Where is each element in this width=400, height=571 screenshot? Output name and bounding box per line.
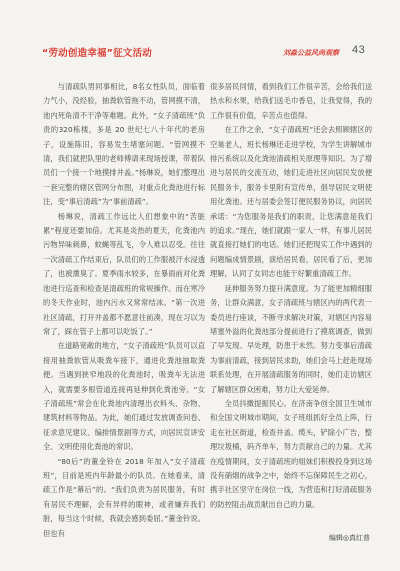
campaign-title: “劳动创造幸福”征文活动	[42, 48, 152, 59]
article-left-column	[43, 80, 205, 538]
paragraph: 全员抖擞提振民心。在济南争创全国卫生城市和全国文明城市期间，女子班组抓好全员上阵，行走在社区街道，检查井盖、缆头，铲除小广告，整理垃圾桶，码齐单车，努力贡献自己的力量。尤其在疫情期间，女子清疏班的姐妹们积极投身到这场没有硝烟的战争之中，始终不忘保障民生之初心，携手社区坚守在岗位一线，为营造和打好清疏服务的防控阻击战贡献出自己的力量。	[210, 398, 372, 509]
paragraph: 杨琳说，清疏工作远比人们想象中的“苦脏累”程度还要加倍。尤其是炎热的夏天，化粪池内污物异味刺鼻，蚊蝇等乱飞，令人难以忍受。往往一次清疏工作结束后，队员们的工作服被汗水浸透了，也被熏臭了。夏季雨水较多，在暴雨前对化粪池进行巡查和检查是清疏班的常规操作。而在寒冷的冬天作业时，池内污水又常常结冰。“第一次进社区清疏，打开井盖都不愿意往前凑，现在习以为常了，踩在管子上都可以吃饭了。”	[43, 211, 205, 336]
paragraph: 在道路宽敞的地方，“女子清疏班”队员可以直接用抽粪软管从吸粪车接下，通进化粪池抽取粪便。当遇到狭窄地段的化粪池时，吸粪车无法进入，就需要多根管道连接再延伸到化粪池旁。“女子清疏班”常会在化粪池内清理出衣料头、杂物、建筑材料等物品。为此，她们通过发放调查问卷、征求意见建议、编排情景剧等方式，向居民宣讲安全、文明使用化粪池的常识。	[43, 341, 205, 452]
paragraph: 与清疏队男同事相比，8名女性队员，面临着力气小，没经验，抽粪软管拖不动，管网摸不清，池内死角清不干净等难题。此外，“女子清疏班”负责的320栋楼，多是 20 世纪七八十年代的老房子，设施陈旧，容易发生堵塞问题。“管网摸不清，我们就把队里的老师傅请来现场授课，带着队员们一个接一个地摸排井盖。”杨琳说，她们整理出一套完整的辖区管网分布图，对重点化粪池进行标注，变“事后清疏”为“事前清疏”。	[43, 82, 205, 207]
page-number: 43	[352, 44, 366, 56]
paragraph-continued: 很多居民同情，看到我们工作很辛苦，会给我们送热水和水果，给我们送毛巾香皂，让我觉得，我的工作很有价值，辛苦点也值得。	[210, 82, 372, 120]
column-name: 刘淼公益风尚观察	[283, 49, 339, 57]
paragraph: 在工作之余，“女子清疏班”还会去照顾辖区的空巢老人，班长杨琳还走进学校，为学生讲解城市排污系统以及化粪池清疏相关原理等知识。为了增进与居民的交流互动，她们走进社区向居民发放便民服务卡，服务卡里附有宣传单，倡导居民文明使用化粪池。还与居委会签订便民服务协议，向居民承诺：“为您服务是我们的职责，让您满意是我们的追求。”现在，她们就跟一家人一样，有事儿居民就直接打她们的电话。她们还把现实工作中遇到的问题编成情景剧，演给居民看，居民看了后，更加理解，认同了女同志也能干好繁重清疏工作。	[210, 125, 372, 279]
paragraph: 延伸服务努力提升满意度。为了能更加精细服务，让群众满意，女子清疏班与辖区内的两代表一委员进行座谈，不断寻求解决对策，对辖区内容易堵塞外溢的化粪池部分提前进行了摸底调查，做到了早发现、早处理，防患于未然。努力变事后清疏为事前清疏，接到居民求助，她们会马上赶赴现场联系处理，在开展清疏服务的同时，她们走访辖区了解辖区群众困难，努力让大爱延伸。	[210, 283, 372, 394]
paragraph: “80后”的董金铃在 2018 年加入“女子清疏班”，目前是班内年龄最小的队员。在她看来，清疏工作是“幕后”的。“我们负责为居民服务，有时有居民不理解，会有异样的眼神，或者嫌弃我们脏，每当这个时候，我就会感到委屈。”董金铃说。但也有	[43, 456, 205, 538]
editor-credit: 编辑◎真红普	[328, 534, 370, 542]
article-right-column	[210, 80, 372, 530]
